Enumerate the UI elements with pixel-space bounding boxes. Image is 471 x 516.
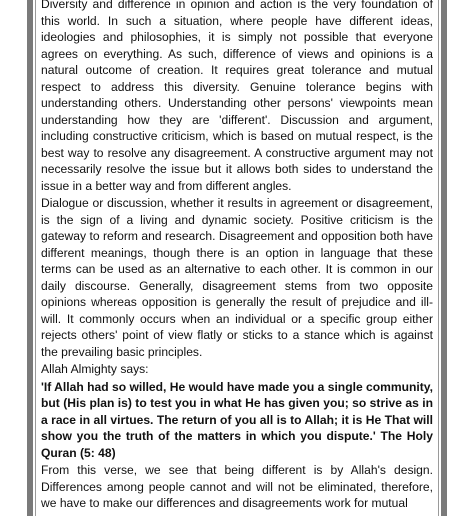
paragraph-closing: From this verse, we see that being different is by Allah's design. Differences among people cannot and will not be eliminated, therefore, we have to make our differences and disagreements work for mutual: [41, 463, 433, 510]
quran-quote: 'If Allah had so willed, He would have made you a single community, but (His plan is) to test you in what He has given you; so strive as in a race in all virtues. The return of you all is to Allah; it is He That will show you the truth of the matters in which you dispute.' The Holy Quran (5: 48): [41, 379, 433, 460]
left-border-line: [35, 0, 36, 516]
paragraph-dialogue: Dialogue or discussion, whether it results in agreement or disagreement, is the sign of a living and dynamic society. Positive criticism is the gateway to reform and research. Disagreement and opposition both have different meanings, though there is an option in language that these terms can be used as an alternative to each other. It is common in our daily discourse. Generally, disagreement stems from two opposite opinions whereas opposition is generally the result of prejudice and ill-will. It commonly occurs when an individual or a specific group either rejects others' point of view flatly or sticks to a stance which is against the prevailing basic principles.: [41, 196, 433, 359]
paragraph-diversity: Diversity and difference in opinion and action is the very foundation of this world. In such a situation, where people have different ideas, ideologies and philosophies, it is simply not possible that everyone agrees on everything. As such, difference of views and opinions is a natural outcome of creation. It requires great tolerance and mutual respect to address this diversity. Genuine tolerance begins with understanding others. Understanding other persons' viewpoints mean understanding how they are 'different'. Discussion and argument, including constructive criticism, which is based on mutual respect, is the best way to resolve any disagreement. A constructive argument may not necessarily resolve the issue but it allows both sides to understand the issue in a better way and from different angles.: [41, 0, 433, 193]
paragraph-allah-says: Allah Almighty says:: [41, 362, 149, 376]
left-border-bar: [27, 0, 33, 516]
right-border-bar: [441, 0, 447, 516]
document-body: [41, 0, 433, 513]
right-border-line: [438, 0, 439, 516]
